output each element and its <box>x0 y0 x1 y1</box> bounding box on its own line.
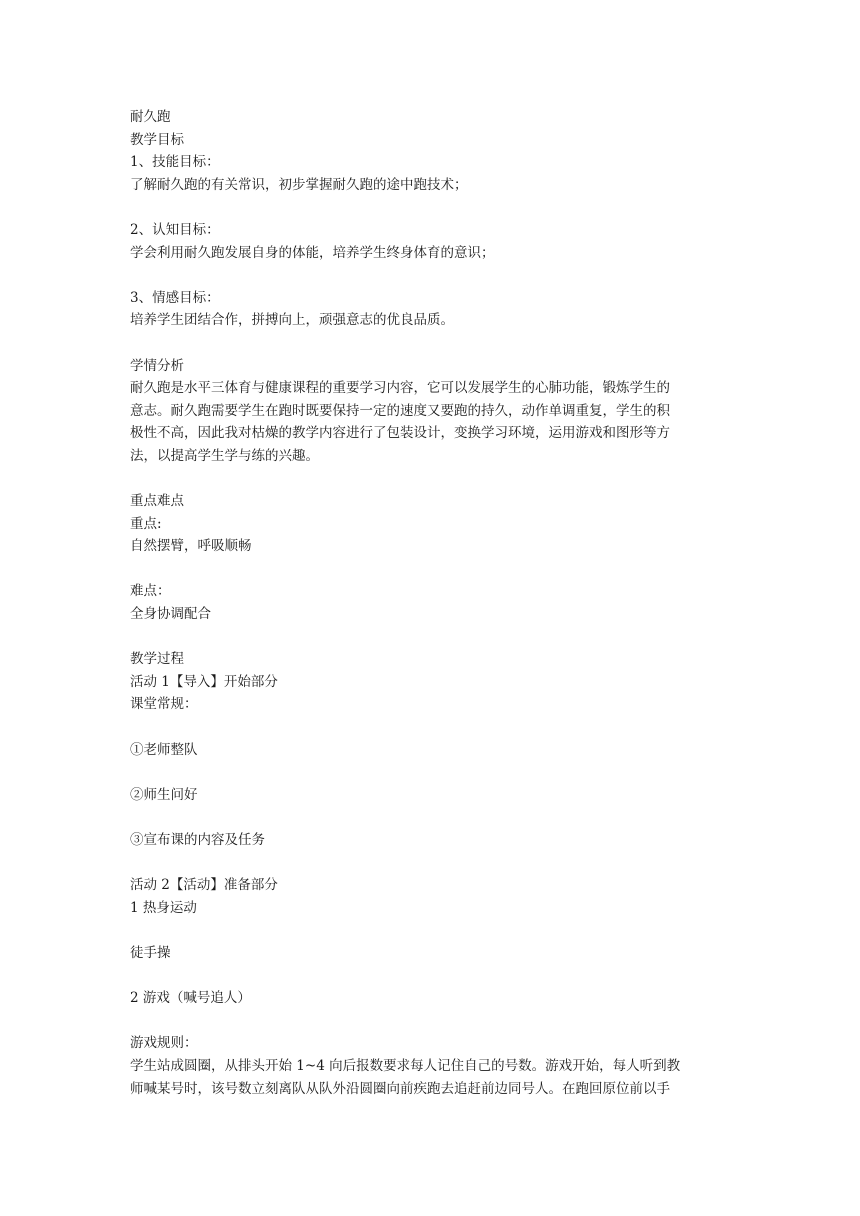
routine-item-2: ②师生问好 <box>130 786 198 803</box>
spacer <box>130 196 742 219</box>
calisthenics-text: 徒手操 <box>130 944 171 961</box>
cognitive-heading: 2、认知目标： <box>130 221 220 238</box>
skill-heading: 1、技能目标： <box>130 154 220 171</box>
spacer <box>130 264 742 287</box>
spacer <box>130 468 742 491</box>
spacer <box>130 852 742 875</box>
spacer <box>130 761 742 784</box>
activity-1-heading: 活动 1【导入】开始部分 <box>130 673 278 690</box>
cognitive-text: 学会利用耐久跑发展自身的体能，培养学生终身体育的意识； <box>130 244 495 261</box>
process-heading: 教学过程 <box>130 651 184 668</box>
affective-text: 培养学生团结合作，拼搏向上，顽强意志的优良品质。 <box>130 312 454 329</box>
affective-heading: 3、情感目标： <box>130 289 220 306</box>
spacer <box>130 806 742 829</box>
skill-text: 了解耐久跑的有关常识，初步掌握耐久跑的途中跑技术； <box>130 176 468 193</box>
spacer <box>130 1010 742 1033</box>
routine-label: 课堂常规： <box>130 696 198 713</box>
rules-label: 游戏规则： <box>130 1035 198 1052</box>
warmup-heading: 1 热身运动 <box>130 899 197 916</box>
key-label: 重点: <box>130 515 162 532</box>
analysis-line: 极性不高，因此我对枯燥的教学内容进行了包装设计，变换学习环境，运用游戏和图形等方 <box>130 425 670 442</box>
game-heading: 2 游戏（喊号追人） <box>130 990 251 1007</box>
key-points-heading: 重点难点 <box>130 493 184 510</box>
spacer <box>130 716 742 739</box>
spacer <box>130 332 742 355</box>
rules-line: 学生站成圆圈，从排头开始 1~4 向后报数要求每人记住自己的号数。游戏开始，每人听到教 <box>130 1057 681 1074</box>
rules-line: 师喊某号时，该号数立刻离队从队外沿圆圈向前疾跑去追赶前边同号人。在跑回原位前以手 <box>130 1080 670 1097</box>
spacer <box>130 626 742 649</box>
spacer <box>130 965 742 988</box>
activity-2-heading: 活动 2【活动】准备部分 <box>130 877 278 894</box>
difficulty-text: 全身协调配合 <box>130 606 211 623</box>
routine-item-1: ①老师整队 <box>130 741 198 758</box>
analysis-line: 法，以提高学生学与练的兴趣。 <box>130 447 319 464</box>
key-text: 自然摆臂，呼吸顺畅 <box>130 538 252 555</box>
analysis-heading: 学情分析 <box>130 357 184 374</box>
analysis-line: 意志。耐久跑需要学生在跑时既要保持一定的速度又要跑的持久，动作单调重复，学生的积 <box>130 402 670 419</box>
analysis-line: 耐久跑是水平三体育与健康课程的重要学习内容，它可以发展学生的心肺功能，锻炼学生的 <box>130 380 670 397</box>
difficulty-label: 难点： <box>130 583 171 600</box>
document-body <box>130 106 742 1100</box>
doc-title: 耐久跑 <box>130 109 171 125</box>
objectives-heading: 教学目标 <box>130 131 184 148</box>
routine-item-3: ③宣布课的内容及任务 <box>130 832 265 848</box>
spacer <box>130 919 742 942</box>
spacer <box>130 558 742 581</box>
